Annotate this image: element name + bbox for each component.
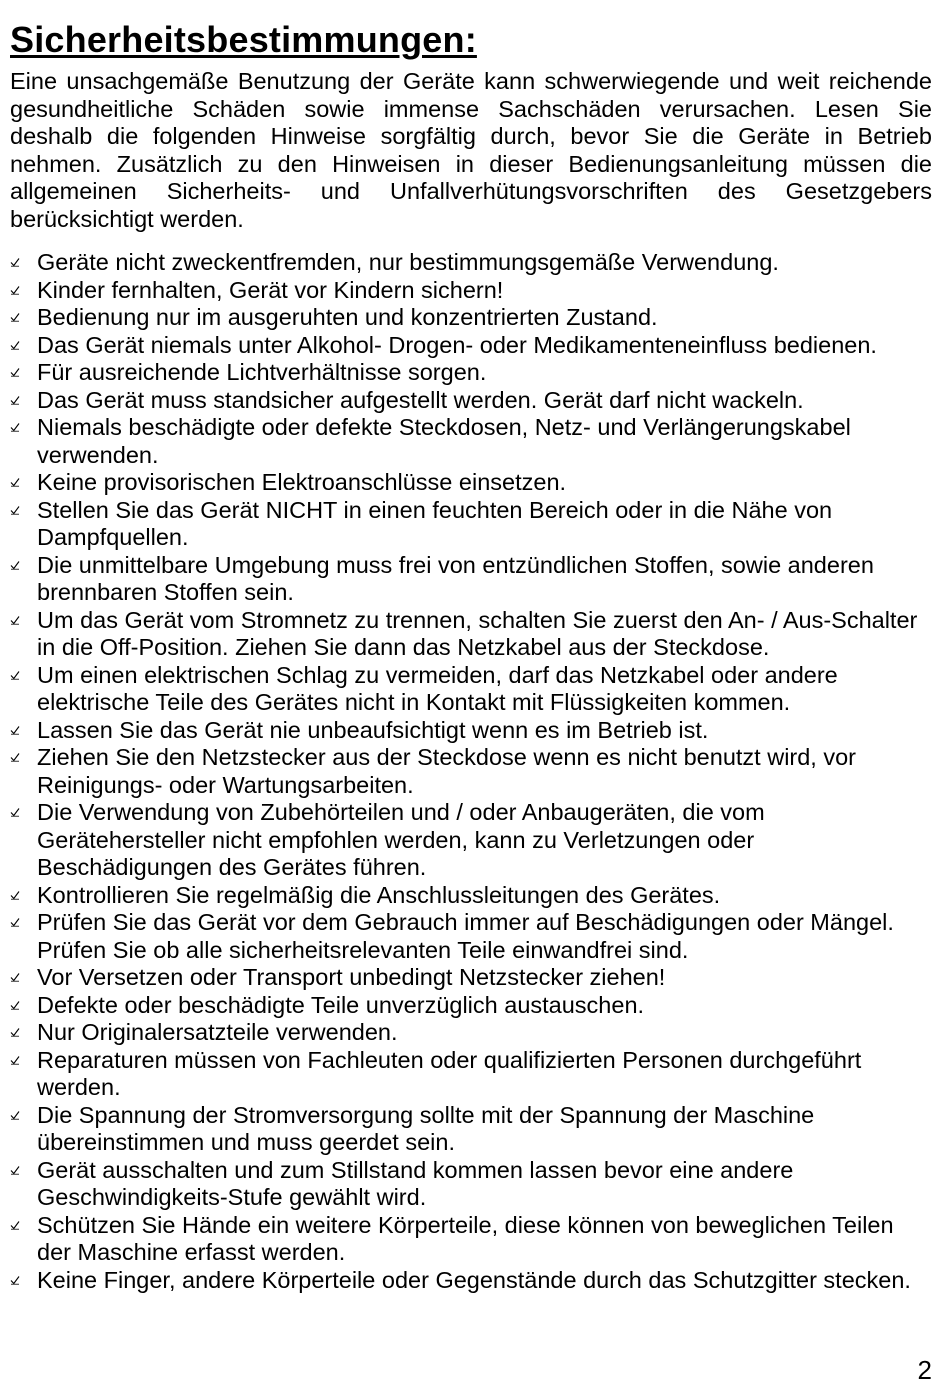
check-bullet-icon: [10, 725, 20, 735]
rule-text: Die Spannung der Stromversorgung sollte mit der Spannung der Maschine übereinstimmen und muss geerdet sein.: [37, 1101, 815, 1155]
list-item: [10, 909, 932, 964]
check-bullet-icon: [10, 257, 20, 267]
rule-text: Niemals beschädigte oder defekte Steckdosen, Netz- und Verlängerungskabel verwenden.: [37, 414, 851, 468]
check-bullet-icon: [10, 1027, 20, 1037]
list-item: [10, 304, 932, 332]
rule-text: Kinder fernhalten, Gerät vor Kindern sichern!: [37, 276, 504, 303]
list-item: [10, 1019, 932, 1047]
rule-text: Vor Versetzen oder Transport unbedingt Netzstecker ziehen!: [37, 964, 666, 990]
list-item: [10, 992, 932, 1020]
rule-text: Bedienung nur im ausgeruhten und konzentrierten Zustand.: [37, 304, 658, 330]
check-bullet-icon: [10, 615, 20, 625]
check-bullet-icon: [10, 670, 20, 680]
rule-text: Keine provisorischen Elektroanschlüsse einsetzen.: [37, 469, 567, 495]
rule-text: Keine Finger, andere Körperteile oder Gegenstände durch das Schutzgitter stecken.: [37, 1266, 911, 1293]
document-page: [10, 18, 932, 1294]
list-item: [10, 277, 932, 305]
list-item: [10, 1212, 932, 1267]
check-bullet-icon: [10, 505, 20, 515]
check-bullet-icon: [10, 1275, 20, 1285]
rule-text: Die unmittelbare Umgebung muss frei von entzündlichen Stoffen, sowie anderen brennbaren Stoffen sein.: [37, 551, 874, 605]
list-item: [10, 414, 932, 469]
rule-text: Reparaturen müssen von Fachleuten oder qualifizierten Personen durchgeführt werden.: [37, 1046, 862, 1100]
intro-paragraph: Eine unsachgemäße Benutzung der Geräte kann schwerwiegende und weit reichende gesundheitliche Schäden sowie immense Sachschäden verursachen. Lesen Sie deshalb die folgenden Hinweise sorgfältig durch, bevor Sie die Geräte in Betrieb nehmen. Zusätzlich zu den Hinweisen in dieser Bedienungsanleitung müssen die allgemeinen Sicherheits- und Unfallverhütungsvorschriften des Gesetzgebers berücksichtigt werden.: [10, 68, 932, 232]
rule-text: Für ausreichende Lichtverhältnisse sorgen.: [37, 359, 487, 385]
check-bullet-icon: [10, 340, 20, 350]
check-bullet-icon: [10, 477, 20, 487]
list-item: [10, 332, 932, 360]
list-item: [10, 662, 932, 717]
check-bullet-icon: [10, 312, 20, 322]
rule-text: Um das Gerät vom Stromnetz zu trennen, schalten Sie zuerst den An- / Aus-Schalter in die Off-Position. Ziehen Sie dann das Netzkabel aus der Steckdose.: [37, 606, 918, 660]
rule-text: Schützen Sie Hände ein weitere Körperteile, diese können von beweglichen Teilen der Maschine erfasst werden.: [37, 1211, 894, 1265]
check-bullet-icon: [10, 1110, 20, 1120]
list-item: [10, 1157, 932, 1212]
list-item: [10, 1047, 932, 1102]
page-number: 2: [917, 1355, 932, 1385]
list-item: [10, 469, 932, 497]
rule-text: Lassen Sie das Gerät nie unbeaufsichtigt wenn es im Betrieb ist.: [37, 716, 709, 743]
check-bullet-icon: [10, 1000, 20, 1010]
list-item: [10, 799, 932, 882]
rule-text: Um einen elektrischen Schlag zu vermeiden, darf das Netzkabel oder andere elektrische Teile des Gerätes nicht in Kontakt mit Flüssigkeiten kommen.: [37, 661, 838, 715]
check-bullet-icon: [10, 972, 20, 982]
list-item: [10, 744, 932, 799]
rule-text: Geräte nicht zweckentfremden, nur bestimmungsgemäße Verwendung.: [37, 249, 779, 275]
list-item: [10, 882, 932, 910]
list-item: [10, 607, 932, 662]
list-item: [10, 387, 932, 415]
check-bullet-icon: [10, 422, 20, 432]
list-item: [10, 1102, 932, 1157]
check-bullet-icon: [10, 752, 20, 762]
rule-text: Defekte oder beschädigte Teile unverzüglich austauschen.: [37, 991, 645, 1018]
check-bullet-icon: [10, 1165, 20, 1175]
rule-text: Stellen Sie das Gerät NICHT in einen feuchten Bereich oder in die Nähe von Dampfquellen.: [37, 496, 833, 550]
check-bullet-icon: [10, 807, 20, 817]
rule-text: Kontrollieren Sie regelmäßig die Anschlussleitungen des Gerätes.: [37, 881, 721, 908]
list-item: [10, 552, 932, 607]
check-bullet-icon: [10, 395, 20, 405]
list-item: [10, 964, 932, 992]
check-bullet-icon: [10, 890, 20, 900]
check-bullet-icon: [10, 560, 20, 570]
page-title: Sicherheitsbestimmungen:: [10, 19, 477, 60]
rule-text: Ziehen Sie den Netzstecker aus der Steckdose wenn es nicht benutzt wird, vor Reinigungs- oder Wartungsarbeiten.: [37, 744, 857, 798]
check-bullet-icon: [10, 285, 20, 295]
check-bullet-icon: [10, 917, 20, 927]
rule-text: Die Verwendung von Zubehörteilen und / oder Anbaugeräten, die vom Gerätehersteller nicht empfohlen werden, kann zu Verletzungen oder Beschädigungen des Gerätes führen.: [37, 799, 765, 880]
list-item: [10, 1267, 932, 1295]
list-item: [10, 717, 932, 745]
check-bullet-icon: [10, 367, 20, 377]
safety-rules-list: [10, 249, 932, 1294]
check-bullet-icon: [10, 1055, 20, 1065]
list-item: [10, 497, 932, 552]
rule-text: Das Gerät muss standsicher aufgestellt werden. Gerät darf nicht wackeln.: [37, 386, 804, 413]
check-bullet-icon: [10, 1220, 20, 1230]
rule-text: Nur Originalersatzteile verwenden.: [37, 1019, 398, 1045]
rule-text: Gerät ausschalten und zum Stillstand kommen lassen bevor eine andere Geschwindigkeits-Stufe gewählt wird.: [37, 1156, 794, 1210]
rule-text: Prüfen Sie das Gerät vor dem Gebrauch immer auf Beschädigungen oder Mängel. Prüfen Sie ob alle sicherheitsrelevanten Teile einwandfrei sind.: [37, 909, 894, 963]
rule-text: Das Gerät niemals unter Alkohol- Drogen- oder Medikamenteneinfluss bedienen.: [37, 331, 877, 358]
list-item: [10, 249, 932, 277]
list-item: [10, 359, 932, 387]
